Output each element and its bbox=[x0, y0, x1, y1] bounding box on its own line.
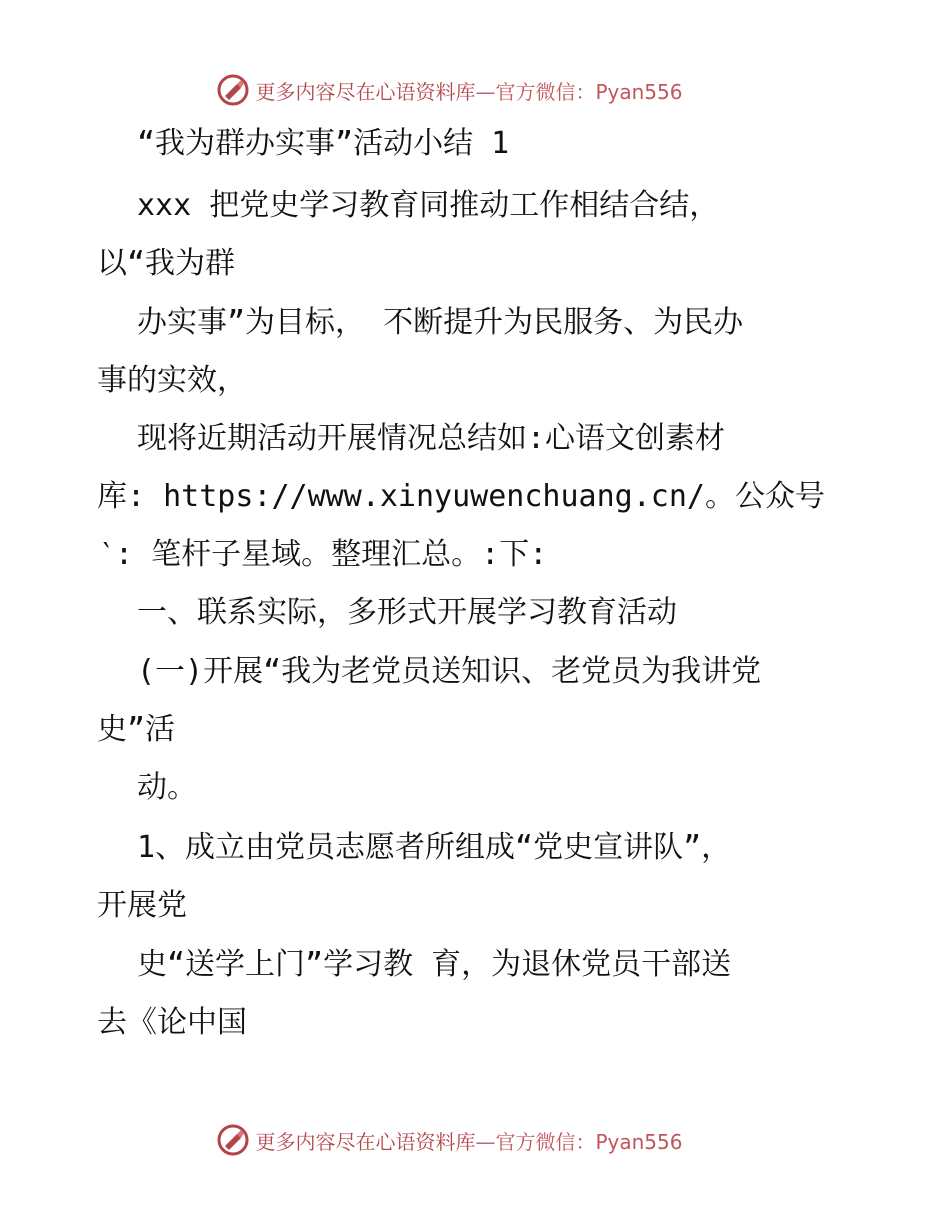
paragraph-line: 以“我为群 bbox=[97, 246, 236, 281]
banner-text bbox=[255, 1126, 682, 1155]
banner-wechat: 官方微信：Pyan556 bbox=[495, 1129, 683, 1154]
paragraph-line: 开展党 bbox=[97, 888, 187, 923]
paragraph-line: 库: https://www.xinyuwenchuang.cn/。公众号 bbox=[97, 479, 825, 514]
paragraph-line: 动。 bbox=[137, 770, 197, 805]
banner-title: 更多内容尽在心语资料库 bbox=[255, 1129, 476, 1154]
paragraph-line: 办实事”为目标， 不断提升为民服务、为民办 bbox=[137, 305, 744, 340]
header-banner bbox=[0, 70, 950, 110]
subsection-heading: (一)开展“我为老党员送知识、老党员为我讲党 bbox=[137, 654, 762, 689]
paragraph-line: 史“送学上门”学习教 育，为退休党员干部送 bbox=[137, 947, 732, 982]
paragraph-line: 事的实效， bbox=[97, 363, 247, 398]
paragraph-line: 现将近期活动开展情况总结如:心语文创素材 bbox=[137, 421, 726, 456]
banner-separator: — bbox=[475, 79, 496, 104]
banner-title: 更多内容尽在心语资料库 bbox=[255, 79, 476, 104]
paragraph-line: ‵: 笔杆子星域。整理汇总。:下: bbox=[97, 537, 548, 572]
paragraph-line: 去《论中国 bbox=[97, 1005, 247, 1040]
paragraph-line: xxx 把党史学习教育同推动工作相结合结， bbox=[137, 188, 720, 223]
paragraph-line: 史”活 bbox=[97, 712, 176, 747]
banner-text bbox=[255, 76, 682, 105]
banner-wechat: 官方微信：Pyan556 bbox=[495, 79, 683, 104]
footer-banner bbox=[0, 1120, 950, 1160]
brand-logo-icon bbox=[217, 74, 249, 106]
list-item-line: 1、成立由党员志愿者所组成“党史宣讲队”， bbox=[137, 830, 732, 865]
doc-title: “我为群办实事”活动小结 1 bbox=[137, 126, 510, 161]
banner-separator: — bbox=[475, 1129, 496, 1154]
section-heading: 一、联系实际，多形式开展学习教育活动 bbox=[137, 595, 677, 630]
brand-logo-icon bbox=[217, 1124, 249, 1156]
